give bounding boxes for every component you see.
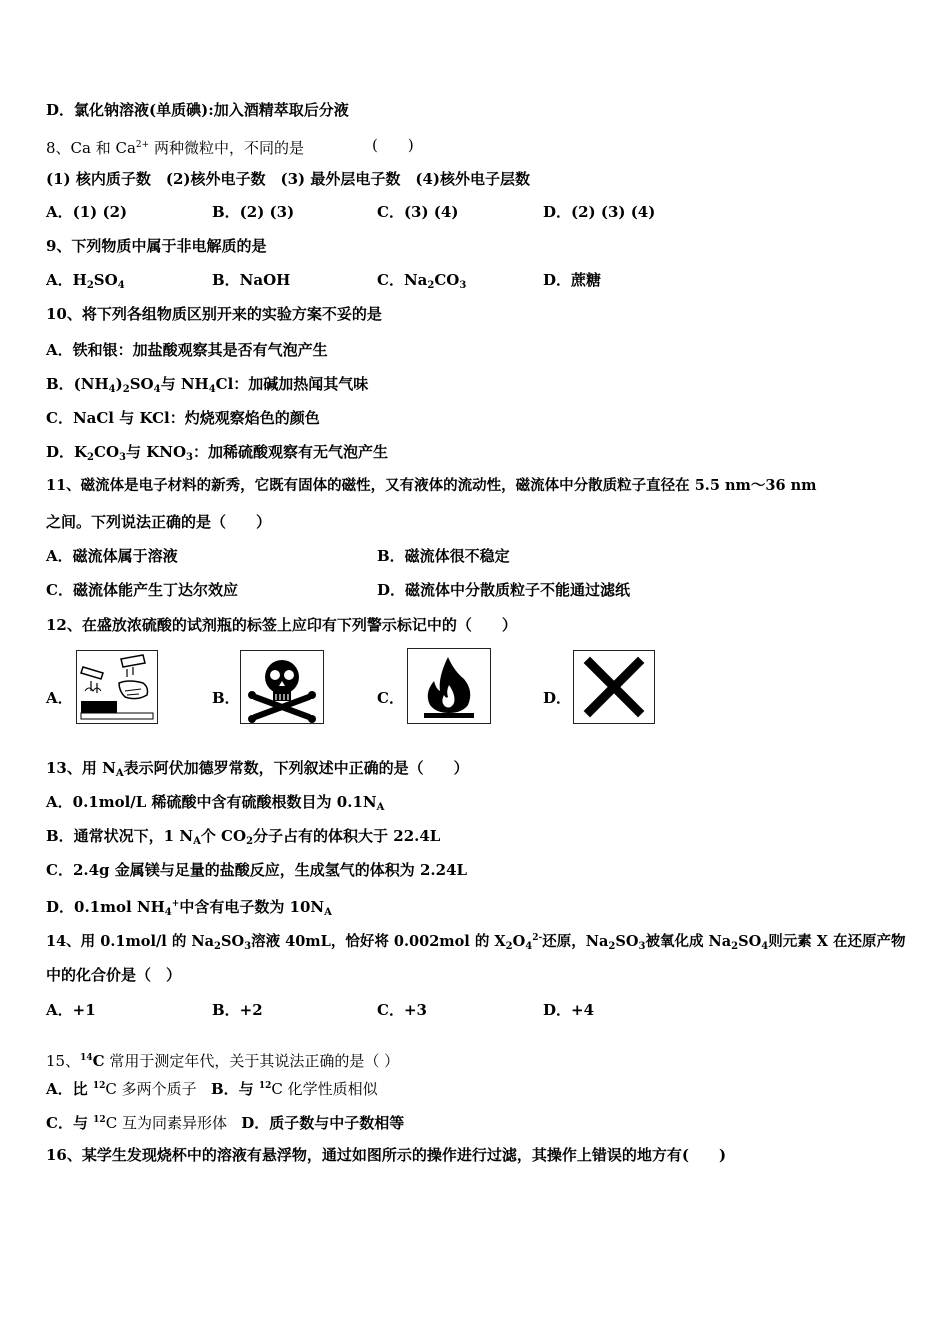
q8-option-d: D．(2) (3) (4) — [543, 203, 656, 221]
q10-stem: 10、将下列各组物质区别开来的实验方案不妥的是 — [46, 305, 382, 323]
q14-option-c: C．+3 — [377, 1001, 427, 1019]
q14-option-a: A．+1 — [46, 1001, 96, 1019]
q13-option-d: D．0.1mol $NH_4^+$中含有电子数为 $10N_A$ — [46, 898, 332, 918]
q14-option-d: D．+4 — [543, 1001, 595, 1019]
q11-option-c: C．磁流体能产生丁达尔效应 — [46, 581, 238, 599]
q10-option-a: A．铁和银：加盐酸观察其是否有气泡产生 — [46, 341, 328, 359]
q8-option-b: B．(2) (3) — [212, 203, 295, 221]
q15-options-cd: C．与 $^{12}$C 互为同素异形体 D．质子数与中子数相等 — [46, 1114, 405, 1132]
q13-option-a: A．0.1mol/L 稀硫酸中含有硫酸根数目为 $0.1N_A$ — [46, 793, 385, 813]
q12-label-b: B． — [212, 689, 240, 707]
q7-option-d: D．氯化钠溶液(单质碘):加入酒精萃取后分液 — [46, 101, 349, 119]
q15-stem: 15、$^{14}$C 常用于测定年代，关于其说法正确的是（ ） — [46, 1052, 400, 1070]
q9-option-a: A．$H_2SO_4$ — [46, 271, 125, 291]
q9-option-b: B．NaOH — [212, 271, 291, 289]
q10-option-d: D．$K_2CO_3$与 $KNO_3$：加稀硫酸观察有无气泡产生 — [46, 443, 389, 463]
q8-paren: ( ) — [372, 136, 414, 154]
q12-label-d: D． — [543, 689, 572, 707]
q13-option-b: B．通常状况下，1 $N_A$个 $CO_2$分子占有的体积大于 22.4L — [46, 827, 441, 847]
q8-option-a: A．(1) (2) — [46, 203, 128, 221]
q8-option-c: C．(3) (4) — [377, 203, 459, 221]
q14-option-b: B．+2 — [212, 1001, 263, 1019]
flame-icon — [407, 648, 491, 724]
q11-option-a: A．磁流体属于溶液 — [46, 547, 178, 565]
skull-crossbones-icon — [240, 650, 324, 724]
q12-label-c: C． — [377, 689, 404, 707]
q8-stem: 8、Ca 和 $Ca^{2+}$ 两种微粒中，不同的是 — [46, 139, 304, 157]
q13-stem: 13、用 $N_A$表示阿伏加德罗常数，下列叙述中正确的是（ ） — [46, 759, 469, 779]
q11-stem-line1: 11、磁流体是电子材料的新秀，它既有固体的磁性，又有液体的流动性，磁流体中分散质粒子直径在 5.5 nm～36 nm — [46, 477, 817, 494]
q12-label-a: A． — [46, 689, 73, 707]
q12-stem: 12、在盛放浓硫酸的试剂瓶的标签上应印有下列警示标记中的（ ） — [46, 616, 517, 634]
harmful-x-icon — [573, 650, 655, 724]
q10-option-c: C．NaCl 与 KCl：灼烧观察焰色的颜色 — [46, 409, 320, 427]
q8-items: (1) 核内质子数 (2)核外电子数 (3) 最外层电子数 (4)核外电子层数 — [46, 170, 530, 188]
q9-stem: 9、下列物质中属于非电解质的是 — [46, 237, 267, 255]
corrosive-icon — [76, 650, 158, 724]
q11-option-b: B．磁流体很不稳定 — [377, 547, 510, 565]
q11-option-d: D．磁流体中分散质粒子不能通过滤纸 — [377, 581, 631, 599]
q9-option-d: D．蔗糖 — [543, 271, 602, 289]
q10-option-b: B．$(NH_4)_2SO_4$与 $NH_4Cl$：加碱加热闻其气味 — [46, 375, 369, 395]
q14-stem-line1: 14、用 0.1mol/l 的 $Na_2SO_3$溶液 40mL，恰好将 0.002mol 的 $X_2O_4^{2-}$还原，$Na_2SO_3$被氧化成 $Na_2SO_4$则元素 X 在还原产物 — [46, 933, 906, 952]
q16-stem: 16、某学生发现烧杯中的溶液有悬浮物，通过如图所示的操作进行过滤，其操作上错误的地方有( ) — [46, 1146, 727, 1164]
q11-stem-line2: 之间。下列说法正确的是（ ） — [46, 513, 272, 531]
q9-option-c: C．$Na_2CO_3$ — [377, 271, 467, 291]
q15-options-ab: A．比 $^{12}$C 多两个质子 B．与 $^{12}$C 化学性质相似 — [46, 1080, 378, 1098]
q14-stem-line2: 中的化合价是（ ） — [46, 966, 182, 984]
q13-option-c: C．2.4g 金属镁与足量的盐酸反应，生成氢气的体积为 2.24L — [46, 861, 468, 879]
